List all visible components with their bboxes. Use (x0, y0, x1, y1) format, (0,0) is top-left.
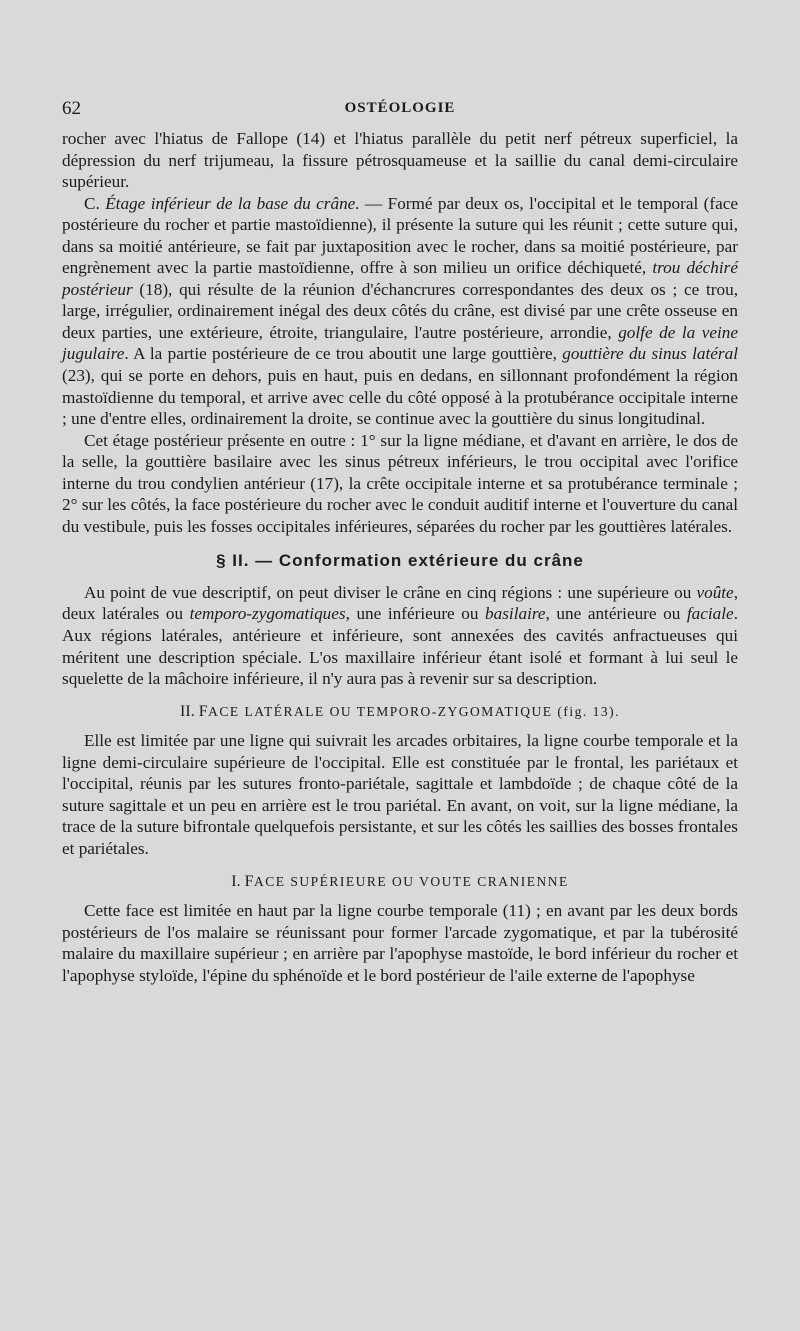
term: voûte (696, 582, 734, 602)
text-run: , une antérieure ou (545, 604, 687, 624)
heading-initial: F (198, 702, 209, 720)
running-title: OSTÉOLOGIE (344, 100, 456, 116)
heading-initial: F (244, 872, 254, 890)
text-run: , deux latérales ou (62, 582, 738, 624)
subsection-heading (62, 701, 738, 723)
term: golfe de la veine jugulaire (62, 322, 738, 364)
page-number: 62 (62, 98, 81, 119)
term: basilaire (485, 604, 546, 624)
heading-number: I. (231, 872, 245, 890)
subsection-title: Étage inférieur de la base du crâne. (105, 193, 360, 213)
paragraph: rocher avec l'hiatus de Fallope (14) et l'hiatus parallèle du petit nerf pétreux superficiel, la dépression du nerf trijumeau, la fissure pétrosquameuse et la saillie du canal demi-circulaire supérieur. (62, 129, 738, 192)
heading-number: II. (180, 702, 199, 720)
page-body (62, 128, 738, 986)
text-run: , une inférieure ou (345, 604, 486, 624)
paragraph: Cet étage postérieur présente en outre : 1° sur la ligne médiane, et d'avant en arrière, le dos de la selle, la gouttière basilaire avec les sinus pétreux inférieurs, le trou occipital avec l'orifice interne du trou condylien antérieur (17), la crête occipitale interne et sa protubérance terminale ; 2° sur les côtés, la face postérieure du rocher avec le conduit auditif interne et l'ouverture du canal du vestibule, puis les fosses occipitales inférieures, séparées du rocher par les gouttières latérales. (62, 430, 738, 536)
term: gouttière du sinus latéral (562, 344, 738, 364)
subsection-label: C. (84, 193, 106, 213)
term: faciale (686, 604, 734, 624)
text-run: (23), qui se porte en dehors, puis en haut, puis en dedans, en sillonnant profondément la région mastoïdienne du temporal, et arrive avec celle du côté opposé à la protubérance occipitale interne ; une d'entre elles, ordinairement la droite, se continue avec la gouttière du sinus longitudinal. (62, 366, 738, 429)
subsection-heading (62, 871, 738, 893)
heading-text: ACE SUPÉRIEURE OU VOUTE CRANIENNE (253, 873, 569, 889)
term: trou déchiré postérieur (62, 258, 738, 299)
page-header (58, 98, 742, 126)
section-heading: § II. — Conformation extérieure du crâne (216, 551, 584, 571)
term: temporo-zygomatiques (189, 604, 346, 624)
text-run: (18), qui résulte de la réunion d'échancrures correspondantes des deux os ; ce trou, large, irrégulier, ordinairement inégal des deux côtés du crâne, est divisé par une crête osseuse en deux parties, une extérieure, étroite, triangulaire, l'autre postérieure, arrondie, (62, 279, 738, 342)
paragraph (62, 582, 738, 690)
text-run: . A la partie postérieure de ce trou aboutit une large gouttière, (124, 344, 563, 364)
text-run: . Aux régions latérales, antérieure et inférieure, sont annexées des cavités anfractueuses qui méritent une description spéciale. L'os maxillaire inférieur étant isolé et formant à lui seul le squelette de la mâchoire inférieure, il n'y aura pas à revenir sur sa description. (62, 604, 738, 689)
text-run: — Formé par deux os, l'occipital et le temporal (face postérieure du rocher et partie mastoïdienne), il présente la suture qui les réunit ; cette suture qui, dans sa moitié antérieure, se fait par juxtaposition avec le rocher, dans sa moitié postérieure, par engrènement avec la partie mastoïdienne, offre à son milieu un orifice déchiqueté, (62, 193, 739, 278)
paragraph: Cette face est limitée en haut par la ligne courbe temporale (11) ; en avant par les deux bords postérieurs de l'os malaire se réunissant pour former l'arcade zygomatique, et par la tubérosité malaire du maxillaire supérieur ; en arrière par l'apophyse mastoïde, le bord inférieur du rocher et l'apophyse styloïde, l'épine du sphénoïde et le bord postérieur de l'aile externe de l'apophyse (62, 901, 738, 985)
heading-text: ACE LATÉRALE OU TEMPORO-ZYGOMATIQUE (fig. 13). (208, 703, 620, 719)
paragraph (62, 193, 738, 430)
text-run: Au point de vue descriptif, on peut diviser le crâne en cinq régions : une supérieure ou (84, 582, 697, 602)
paragraph: Elle est limitée par une ligne qui suivrait les arcades orbitaires, la ligne courbe temporale et la ligne demi-circulaire supérieure de l'occipital. Elle est constituée par le frontal, les pariétaux et l'occipital, réunis par les sutures fronto-pariétale, sagittale et lambdoïde ; de chaque côté de la suture sagittale et un peu en arrière est le trou pariétal. En avant, on voit, sur la ligne médiane, la trace de la suture bifrontale quelquefois persistante, et sur les côtés les saillies des bosses frontales et pariétales. (62, 731, 738, 858)
